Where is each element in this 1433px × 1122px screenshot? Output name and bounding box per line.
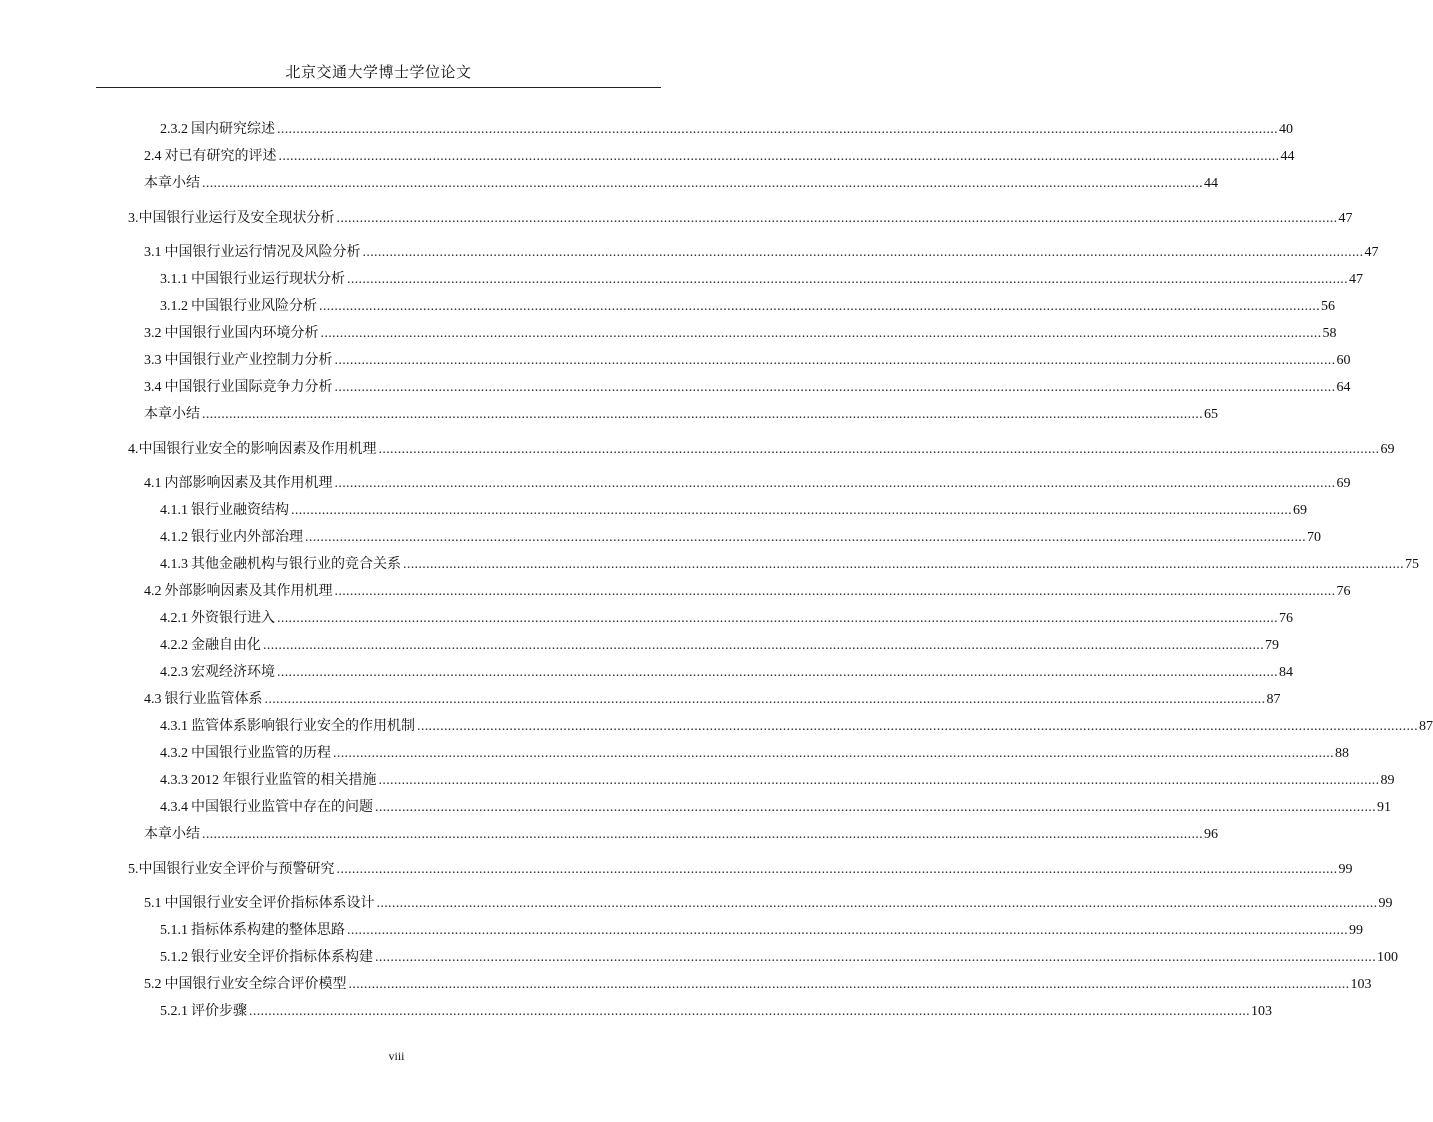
toc-entry-title: 评价步骤 xyxy=(191,1004,247,1019)
toc-entry-title: 对已有研究的评述 xyxy=(164,149,277,164)
toc-entry-page: 69 xyxy=(1380,442,1395,457)
toc-entry-number: 2.4 xyxy=(144,149,162,164)
toc-entry-title: 中国银行业安全评价指标体系设计 xyxy=(164,896,375,911)
toc-entry-page: 87 xyxy=(1266,692,1281,707)
toc-entry-page: 69 xyxy=(1336,476,1351,491)
toc-entry-page: 64 xyxy=(1336,380,1351,395)
toc-dot-leader: .................................................................................................................................................................................................................................................................... xyxy=(378,442,1380,457)
toc-entry-page: 56 xyxy=(1321,299,1335,314)
toc-entry-title: 中国银行业安全综合评价模型 xyxy=(164,977,347,992)
toc-entry-number: 5.1.2 xyxy=(160,950,188,965)
toc-entry-title: 中国银行业国内环境分析 xyxy=(164,326,319,341)
toc-entry-title: 银行业内外部治理 xyxy=(191,530,303,545)
toc-dot-leader: .................................................................................................................................................................................................................................................................... xyxy=(334,380,1336,395)
toc-dot-leader: .................................................................................................................................................................................................................................................................... xyxy=(305,530,1306,545)
toc-entry-title: 外部影响因素及其作用机理 xyxy=(164,584,333,599)
toc-entry-page: 76 xyxy=(1279,611,1293,626)
toc-entry-number: 4.1 xyxy=(144,476,162,491)
toc-entry-title: 外资银行进入 xyxy=(191,611,275,626)
toc-subsection-entry[interactable] xyxy=(160,636,1279,656)
toc-subsection-entry[interactable] xyxy=(160,528,1321,548)
toc-dot-leader: .................................................................................................................................................................................................................................................................... xyxy=(277,122,1278,137)
toc-entry-number: 3.2 xyxy=(144,326,162,341)
toc-section-entry[interactable] xyxy=(144,174,1218,194)
toc-entry-number: 3. xyxy=(128,211,139,226)
toc-entry-page: 44 xyxy=(1204,176,1218,191)
toc-entry-number: 3.1.2 xyxy=(160,299,188,314)
toc-section-entry[interactable] xyxy=(144,351,1351,371)
toc-entry-title: 本章小结 xyxy=(144,176,200,191)
toc-entry-title: 监管体系影响银行业安全的作用机制 xyxy=(191,719,415,734)
toc-subsection-entry[interactable] xyxy=(160,744,1349,764)
toc-entry-title: 银行业融资结构 xyxy=(191,503,289,518)
toc-entry-number: 4.3.3 xyxy=(160,773,188,788)
toc-dot-leader: .................................................................................................................................................................................................................................................................... xyxy=(319,299,1320,314)
toc-dot-leader: .................................................................................................................................................................................................................................................................... xyxy=(375,950,1376,965)
toc-dot-leader: .................................................................................................................................................................................................................................................................... xyxy=(264,692,1266,707)
toc-dot-leader: .................................................................................................................................................................................................................................................................... xyxy=(202,827,1203,842)
toc-entry-page: 76 xyxy=(1336,584,1351,599)
toc-entry-title: 银行业安全评价指标体系构建 xyxy=(191,950,373,965)
toc-entry-page: 47 xyxy=(1349,272,1363,287)
toc-entry-number: 4.2.2 xyxy=(160,638,188,653)
toc-dot-leader: .................................................................................................................................................................................................................................................................... xyxy=(202,407,1203,422)
toc-entry-title: 中国银行业运行情况及风险分析 xyxy=(164,245,361,260)
toc-entry-number: 3.3 xyxy=(144,353,162,368)
toc-entry-number: 4.1.3 xyxy=(160,557,188,572)
toc-entry-number: 4.1.2 xyxy=(160,530,188,545)
toc-dot-leader: .................................................................................................................................................................................................................................................................... xyxy=(334,584,1336,599)
toc-dot-leader: .................................................................................................................................................................................................................................................................... xyxy=(403,557,1404,572)
toc-entry-title: 国内研究综述 xyxy=(191,122,275,137)
toc-entry-page: 99 xyxy=(1378,896,1393,911)
toc-dot-leader: .................................................................................................................................................................................................................................................................... xyxy=(347,272,1348,287)
toc-entry-page: 47 xyxy=(1338,211,1353,226)
toc-entry-number: 3.1.1 xyxy=(160,272,188,287)
toc-entry-number: 4.2.1 xyxy=(160,611,188,626)
toc-entry-title: 宏观经济环境 xyxy=(191,665,275,680)
toc-entry-number: 3.4 xyxy=(144,380,162,395)
toc-section-entry[interactable] xyxy=(144,474,1351,494)
toc-entry-page: 84 xyxy=(1279,665,1293,680)
toc-entry-number: 4.1.1 xyxy=(160,503,188,518)
toc-dot-leader: .................................................................................................................................................................................................................................................................... xyxy=(249,1004,1250,1019)
toc-entry-title: 中国银行业产业控制力分析 xyxy=(164,353,333,368)
toc-chapter-entry[interactable] xyxy=(128,860,1353,880)
toc-entry-title: 中国银行业监管的历程 xyxy=(191,746,331,761)
toc-chapter-entry[interactable] xyxy=(128,440,1395,460)
toc-section-entry[interactable] xyxy=(144,405,1218,425)
toc-entry-title: 中国银行业安全的影响因素及作用机理 xyxy=(138,442,377,457)
toc-subsection-entry[interactable] xyxy=(160,798,1391,818)
toc-dot-leader: .................................................................................................................................................................................................................................................................... xyxy=(362,245,1364,260)
toc-entry-page: 87 xyxy=(1419,719,1433,734)
toc-entry-page: 47 xyxy=(1364,245,1379,260)
toc-section-entry[interactable] xyxy=(144,975,1372,995)
toc-dot-leader: .................................................................................................................................................................................................................................................................... xyxy=(336,211,1338,226)
toc-entry-title: 指标体系构建的整体思路 xyxy=(191,923,345,938)
toc-entry-page: 100 xyxy=(1377,950,1398,965)
toc-entry-title: 中国银行业风险分析 xyxy=(191,299,317,314)
toc-entry-title: 金融自由化 xyxy=(191,638,261,653)
toc-dot-leader: .................................................................................................................................................................................................................................................................... xyxy=(202,176,1203,191)
toc-entry-number: 5.2 xyxy=(144,977,162,992)
toc-section-entry[interactable] xyxy=(144,243,1379,263)
toc-dot-leader: .................................................................................................................................................................................................................................................................... xyxy=(277,665,1278,680)
toc-entry-number: 4.3 xyxy=(144,692,162,707)
toc-entry-page: 91 xyxy=(1377,800,1391,815)
toc-dot-leader: .................................................................................................................................................................................................................................................................... xyxy=(334,353,1336,368)
toc-entry-page: 89 xyxy=(1380,773,1395,788)
toc-dot-leader: .................................................................................................................................................................................................................................................................... xyxy=(336,862,1338,877)
toc-entry-number: 3.1 xyxy=(144,245,162,260)
toc-dot-leader: .................................................................................................................................................................................................................................................................... xyxy=(334,476,1336,491)
toc-entry-number: 4.2 xyxy=(144,584,162,599)
toc-entry-number: 5. xyxy=(128,862,139,877)
toc-entry-title: 本章小结 xyxy=(144,827,200,842)
toc-entry-title: 其他金融机构与银行业的竞合关系 xyxy=(191,557,401,572)
toc-entry-page: 44 xyxy=(1280,149,1295,164)
toc-entry-title: 中国银行业监管中存在的问题 xyxy=(191,800,373,815)
toc-section-entry[interactable] xyxy=(144,894,1393,914)
toc-subsection-entry[interactable] xyxy=(160,297,1335,317)
toc-subsection-entry[interactable] xyxy=(160,501,1307,521)
toc-entry-number: 5.1 xyxy=(144,896,162,911)
toc-entry-page: 40 xyxy=(1279,122,1293,137)
toc-section-entry[interactable] xyxy=(144,324,1337,344)
toc-dot-leader: .................................................................................................................................................................................................................................................................... xyxy=(278,149,1280,164)
toc-entry-page: 58 xyxy=(1322,326,1337,341)
header-rule xyxy=(96,87,661,88)
toc-subsection-entry[interactable] xyxy=(160,771,1395,791)
toc-entry-title: 2012 年银行业监管的相关措施 xyxy=(191,773,377,788)
toc-entry-number: 5.2.1 xyxy=(160,1004,188,1019)
toc-subsection-entry[interactable] xyxy=(160,120,1293,140)
toc-chapter-entry[interactable] xyxy=(128,209,1353,229)
toc-dot-leader: .................................................................................................................................................................................................................................................................... xyxy=(417,719,1418,734)
toc-entry-title: 银行业监管体系 xyxy=(164,692,263,707)
toc-dot-leader: .................................................................................................................................................................................................................................................................... xyxy=(320,326,1322,341)
toc-entry-number: 2.3.2 xyxy=(160,122,188,137)
toc-entry-title: 中国银行业运行现状分析 xyxy=(191,272,345,287)
toc-entry-page: 69 xyxy=(1293,503,1307,518)
toc-entry-page: 103 xyxy=(1251,1004,1272,1019)
toc-entry-page: 96 xyxy=(1204,827,1218,842)
toc-dot-leader: .................................................................................................................................................................................................................................................................... xyxy=(375,800,1376,815)
toc-entry-page: 60 xyxy=(1336,353,1351,368)
toc-entry-title: 内部影响因素及其作用机理 xyxy=(164,476,333,491)
toc-dot-leader: .................................................................................................................................................................................................................................................................... xyxy=(347,923,1348,938)
toc-section-entry[interactable] xyxy=(144,582,1351,602)
toc-dot-leader: .................................................................................................................................................................................................................................................................... xyxy=(378,773,1380,788)
toc-section-entry[interactable] xyxy=(144,825,1218,845)
toc-dot-leader: .................................................................................................................................................................................................................................................................... xyxy=(348,977,1350,992)
toc-subsection-entry[interactable] xyxy=(160,555,1419,575)
toc-entry-page: 75 xyxy=(1405,557,1419,572)
toc-entry-page: 103 xyxy=(1350,977,1372,992)
toc-entry-title: 本章小结 xyxy=(144,407,200,422)
toc-subsection-entry[interactable] xyxy=(160,663,1293,683)
toc-entry-page: 70 xyxy=(1307,530,1321,545)
toc-dot-leader: .................................................................................................................................................................................................................................................................... xyxy=(263,638,1264,653)
toc-entry-page: 99 xyxy=(1338,862,1353,877)
toc-entry-page: 65 xyxy=(1204,407,1218,422)
toc-subsection-entry[interactable] xyxy=(160,1002,1272,1022)
toc-subsection-entry[interactable] xyxy=(160,717,1433,737)
toc-section-entry[interactable] xyxy=(144,690,1281,710)
page-number: viii xyxy=(388,1049,405,1063)
toc-section-entry[interactable] xyxy=(144,378,1351,398)
toc-dot-leader: .................................................................................................................................................................................................................................................................... xyxy=(277,611,1278,626)
toc-entry-number: 4.2.3 xyxy=(160,665,188,680)
toc-subsection-entry[interactable] xyxy=(160,948,1398,968)
toc-subsection-entry[interactable] xyxy=(160,609,1293,629)
toc-dot-leader: .................................................................................................................................................................................................................................................................... xyxy=(291,503,1292,518)
running-header: 北京交通大学博士学位论文 xyxy=(285,65,472,81)
toc-entry-page: 88 xyxy=(1335,746,1349,761)
toc-entry-number: 4.3.4 xyxy=(160,800,188,815)
toc-entry-number: 4. xyxy=(128,442,139,457)
toc-entry-number: 4.3.2 xyxy=(160,746,188,761)
toc-entry-title: 中国银行业国际竞争力分析 xyxy=(164,380,333,395)
toc-dot-leader: .................................................................................................................................................................................................................................................................... xyxy=(376,896,1378,911)
toc-subsection-entry[interactable] xyxy=(160,921,1363,941)
toc-section-entry[interactable] xyxy=(144,147,1295,167)
toc-entry-title: 中国银行业安全评价与预警研究 xyxy=(138,862,335,877)
toc-entry-number: 5.1.1 xyxy=(160,923,188,938)
toc-entry-page: 79 xyxy=(1265,638,1279,653)
toc-entry-number: 4.3.1 xyxy=(160,719,188,734)
toc-entry-page: 99 xyxy=(1349,923,1363,938)
toc-entry-title: 中国银行业运行及安全现状分析 xyxy=(138,211,335,226)
toc-subsection-entry[interactable] xyxy=(160,270,1363,290)
toc-dot-leader: .................................................................................................................................................................................................................................................................... xyxy=(333,746,1334,761)
